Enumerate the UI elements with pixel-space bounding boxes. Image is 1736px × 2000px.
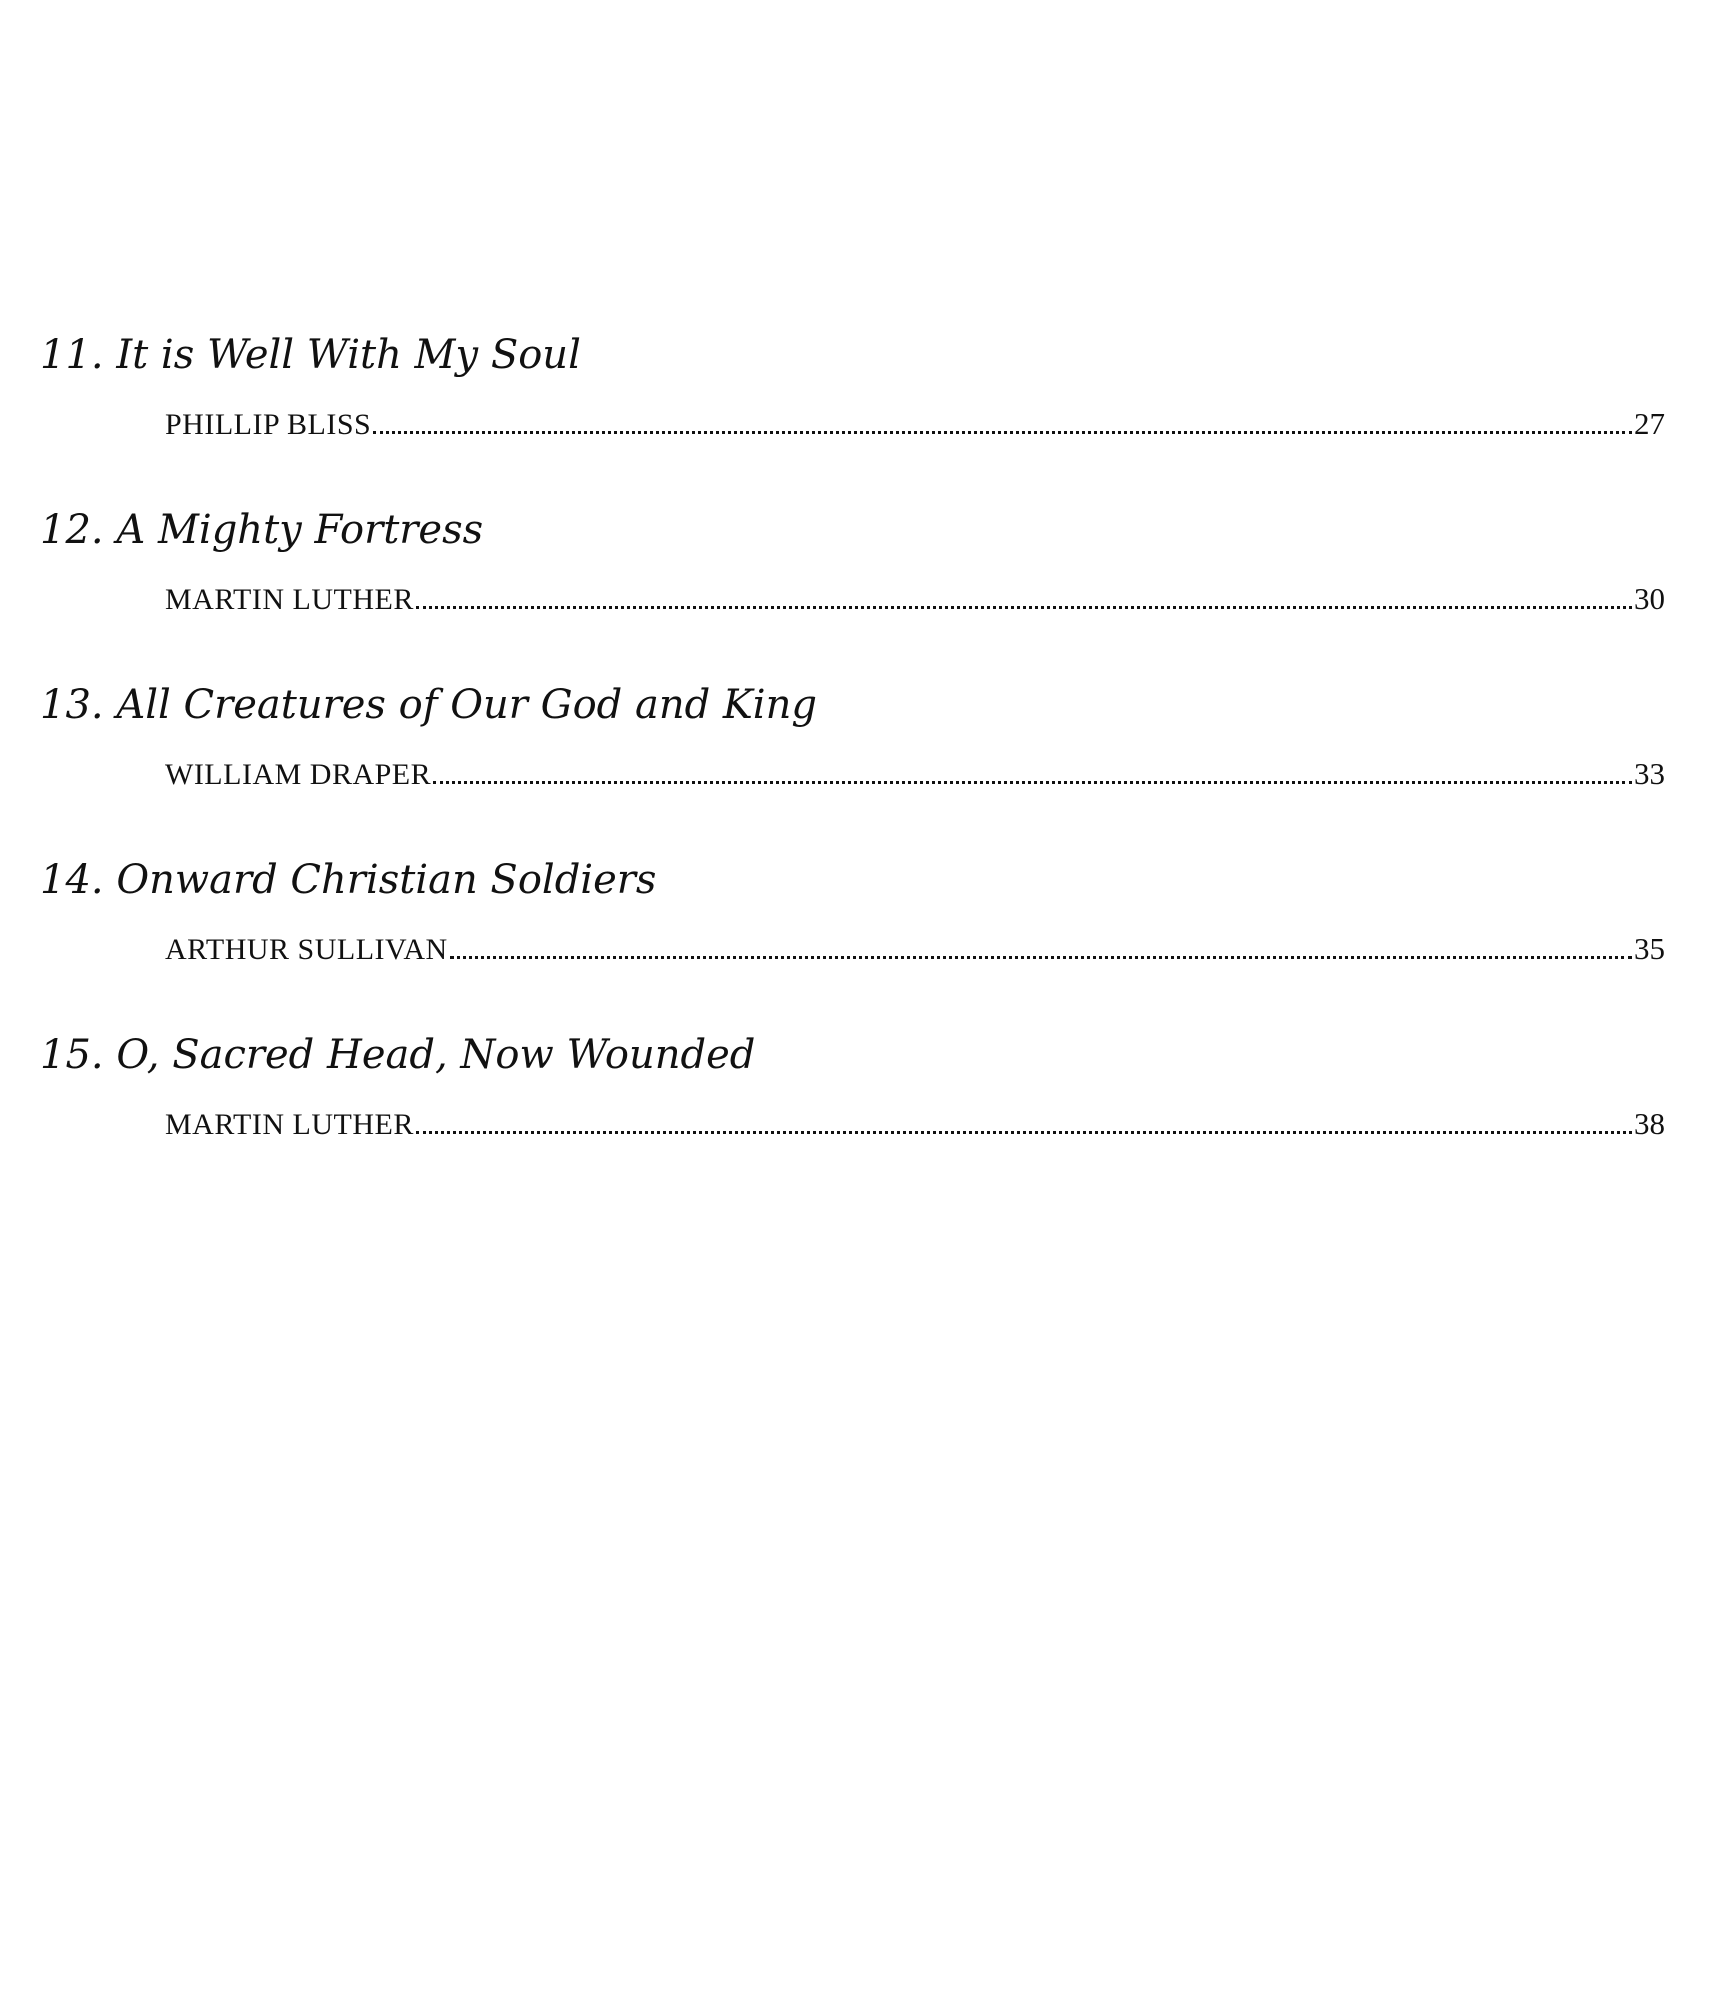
toc-entry-number: 11. [40, 332, 104, 378]
toc-page-number: 27 [1634, 406, 1665, 441]
toc-entry-title [40, 1028, 1680, 1082]
dot-leader [416, 1131, 1632, 1134]
toc-author-name: MARTIN LUTHER [165, 1108, 414, 1141]
dot-leader [433, 781, 1632, 784]
toc-author-name: WILLIAM DRAPER [165, 758, 432, 791]
toc-author-line [165, 579, 1665, 620]
toc-entry-title-text: It is Well With My Soul [116, 332, 581, 378]
toc-author-line [165, 404, 1665, 445]
toc-page-number: 35 [1634, 931, 1665, 966]
toc-author-name: PHILLIP BLISS [165, 408, 372, 441]
toc-author-name: ARTHUR SULLIVAN [165, 933, 448, 966]
toc-entry-title-text: A Mighty Fortress [116, 507, 484, 553]
toc-entry-title [40, 678, 1680, 732]
toc-author-name: MARTIN LUTHER [165, 583, 414, 616]
toc-entry-number: 14. [40, 857, 104, 903]
toc-entry-title [40, 503, 1680, 557]
toc-entry-number: 12. [40, 507, 104, 553]
toc-entry [40, 503, 1680, 620]
dot-leader [373, 431, 1632, 434]
toc-entry-title [40, 853, 1680, 907]
toc-entry [40, 1028, 1680, 1145]
toc-entry-number: 13. [40, 682, 104, 728]
toc-author-line [165, 754, 1665, 795]
toc-entry [40, 678, 1680, 795]
toc-page-number: 30 [1634, 581, 1665, 616]
table-of-contents [40, 328, 1680, 1203]
dot-leader [416, 606, 1632, 609]
toc-entry [40, 328, 1680, 445]
dot-leader [450, 956, 1632, 959]
toc-entry-title-text: Onward Christian Soldiers [116, 857, 657, 903]
toc-author-line [165, 929, 1665, 970]
toc-entry [40, 853, 1680, 970]
toc-page-number: 38 [1634, 1106, 1665, 1141]
toc-entry-title [40, 328, 1680, 382]
toc-entry-title-text: All Creatures of Our God and King [116, 682, 817, 728]
toc-entry-number: 15. [40, 1032, 104, 1078]
toc-entry-title-text: O, Sacred Head, Now Wounded [116, 1032, 756, 1078]
toc-page-number: 33 [1634, 756, 1665, 791]
toc-author-line [165, 1104, 1665, 1145]
